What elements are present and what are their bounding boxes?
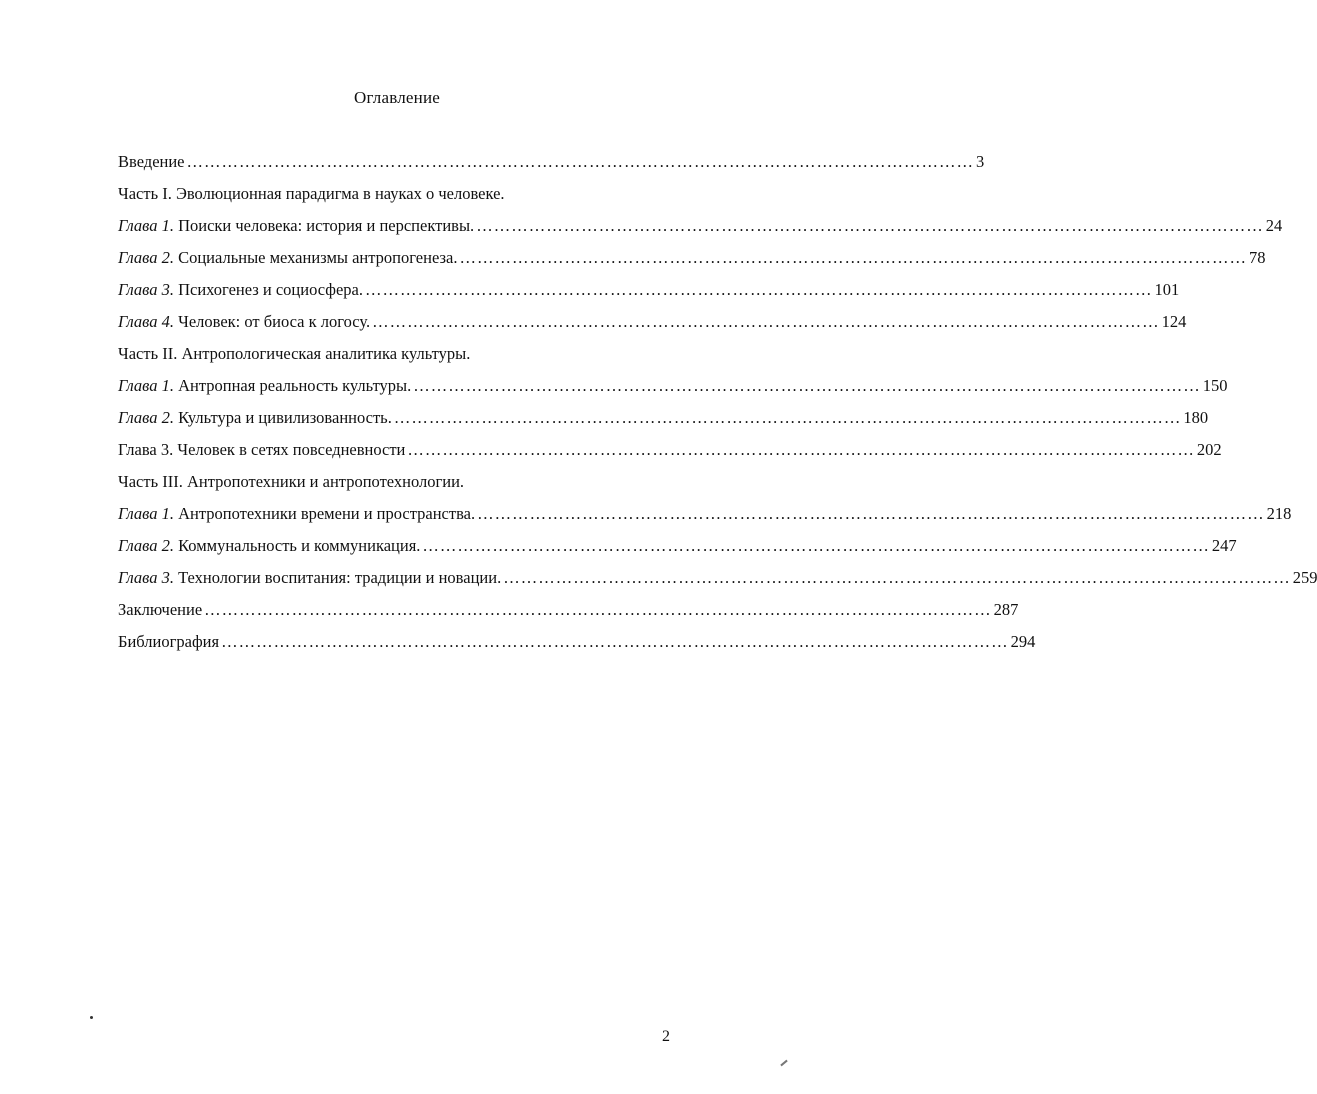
toc-leader-dots: ………………………………………………………………………………………………………………………	[459, 248, 1247, 267]
toc-entry	[118, 306, 1187, 338]
toc-part-heading	[118, 466, 674, 498]
toc-entry-page: 218	[1266, 504, 1292, 523]
toc-entry	[118, 594, 1019, 626]
toc-entry-page: 24	[1265, 216, 1283, 235]
toc-part-heading	[118, 338, 674, 370]
page-title: Оглавление	[354, 88, 440, 107]
scan-corner-mark	[780, 1060, 787, 1067]
toc-entry	[118, 146, 985, 178]
toc-entry-label: Заключение	[118, 600, 203, 619]
toc-entry-label: Глава 3. Психогенез и социосфера.	[118, 280, 363, 299]
toc-entry-label: Глава 1. Антропная реальность культуры.	[118, 376, 412, 395]
toc-leader-dots: ………………………………………………………………………………………………………………………	[413, 376, 1201, 395]
toc-entry-page: 202	[1196, 440, 1222, 459]
toc-entry-page: 124	[1161, 312, 1187, 331]
toc-entry-page: 78	[1248, 248, 1266, 267]
toc-entry-label: Часть II. Антропологическая аналитика культуры.	[118, 344, 471, 363]
toc-entry-page: 180	[1183, 408, 1209, 427]
toc-entry	[118, 562, 1317, 594]
toc-entry-page: 287	[993, 600, 1019, 619]
toc-entry-label: Глава 2. Коммунальность и коммуникация.	[118, 536, 421, 555]
toc-leader-dots: ………………………………………………………………………………………………………………………	[477, 504, 1265, 523]
toc-entry-label: Библиография	[118, 632, 220, 651]
toc-entry	[118, 626, 1036, 658]
toc-entry-label: Глава 2. Социальные механизмы антропогенеза.	[118, 248, 458, 267]
toc-entry	[118, 402, 1209, 434]
toc-entry	[118, 370, 1228, 402]
toc-leader-dots: ………………………………………………………………………………………………………………………	[407, 440, 1195, 459]
scan-speck	[90, 1016, 93, 1019]
toc-entry	[118, 210, 1283, 242]
toc-entry	[118, 242, 1266, 274]
toc-entry	[118, 498, 1292, 530]
toc-entry	[118, 274, 1180, 306]
toc-entry-label: Часть III. Антропотехники и антропотехнологии.	[118, 472, 465, 491]
toc-leader-dots: ………………………………………………………………………………………………………………………	[372, 312, 1160, 331]
toc-entry	[118, 530, 1237, 562]
toc-entry-label: Часть I. Эволюционная парадигма в науках о человеке.	[118, 184, 505, 203]
toc-entry-label: Глава 4. Человек: от биоса к логосу.	[118, 312, 371, 331]
page-number: 2	[662, 1028, 670, 1045]
toc-leader-dots: ………………………………………………………………………………………………………………………	[393, 408, 1182, 427]
toc-leader-dots: ………………………………………………………………………………………………………………………	[186, 152, 975, 171]
toc-leader-dots: ………………………………………………………………………………………………………………………	[503, 568, 1291, 587]
toc-leader-dots: ………………………………………………………………………………………………………………………	[365, 280, 1153, 299]
toc-entry-label: Глава 1. Поиски человека: история и перспективы.	[118, 216, 475, 235]
toc-entry-page: 3	[976, 152, 985, 171]
toc-entry-page: 294	[1010, 632, 1036, 651]
table-of-contents	[118, 146, 1317, 658]
toc-leader-dots: ………………………………………………………………………………………………………………………	[476, 216, 1264, 235]
toc-entry-page: 259	[1292, 568, 1317, 587]
toc-leader-dots: ………………………………………………………………………………………………………………………	[204, 600, 992, 619]
toc-entry-label: Глава 2. Культура и цивилизованность.	[118, 408, 392, 427]
toc-leader-dots: ………………………………………………………………………………………………………………………	[422, 536, 1210, 555]
toc-entry-label: Глава 3. Человек в сетях повседневности	[118, 440, 406, 459]
toc-entry-label: Глава 1. Антропотехники времени и пространства.	[118, 504, 476, 523]
toc-entry-label: Введение	[118, 152, 185, 171]
toc-entry-page: 101	[1154, 280, 1180, 299]
toc-entry-page: 247	[1211, 536, 1237, 555]
toc-entry-label: Глава 3. Технологии воспитания: традиции и новации.	[118, 568, 502, 587]
toc-part-heading	[118, 178, 674, 210]
toc-entry	[118, 434, 1222, 466]
toc-entry-page: 150	[1202, 376, 1228, 395]
toc-leader-dots: ………………………………………………………………………………………………………………………	[221, 632, 1009, 651]
